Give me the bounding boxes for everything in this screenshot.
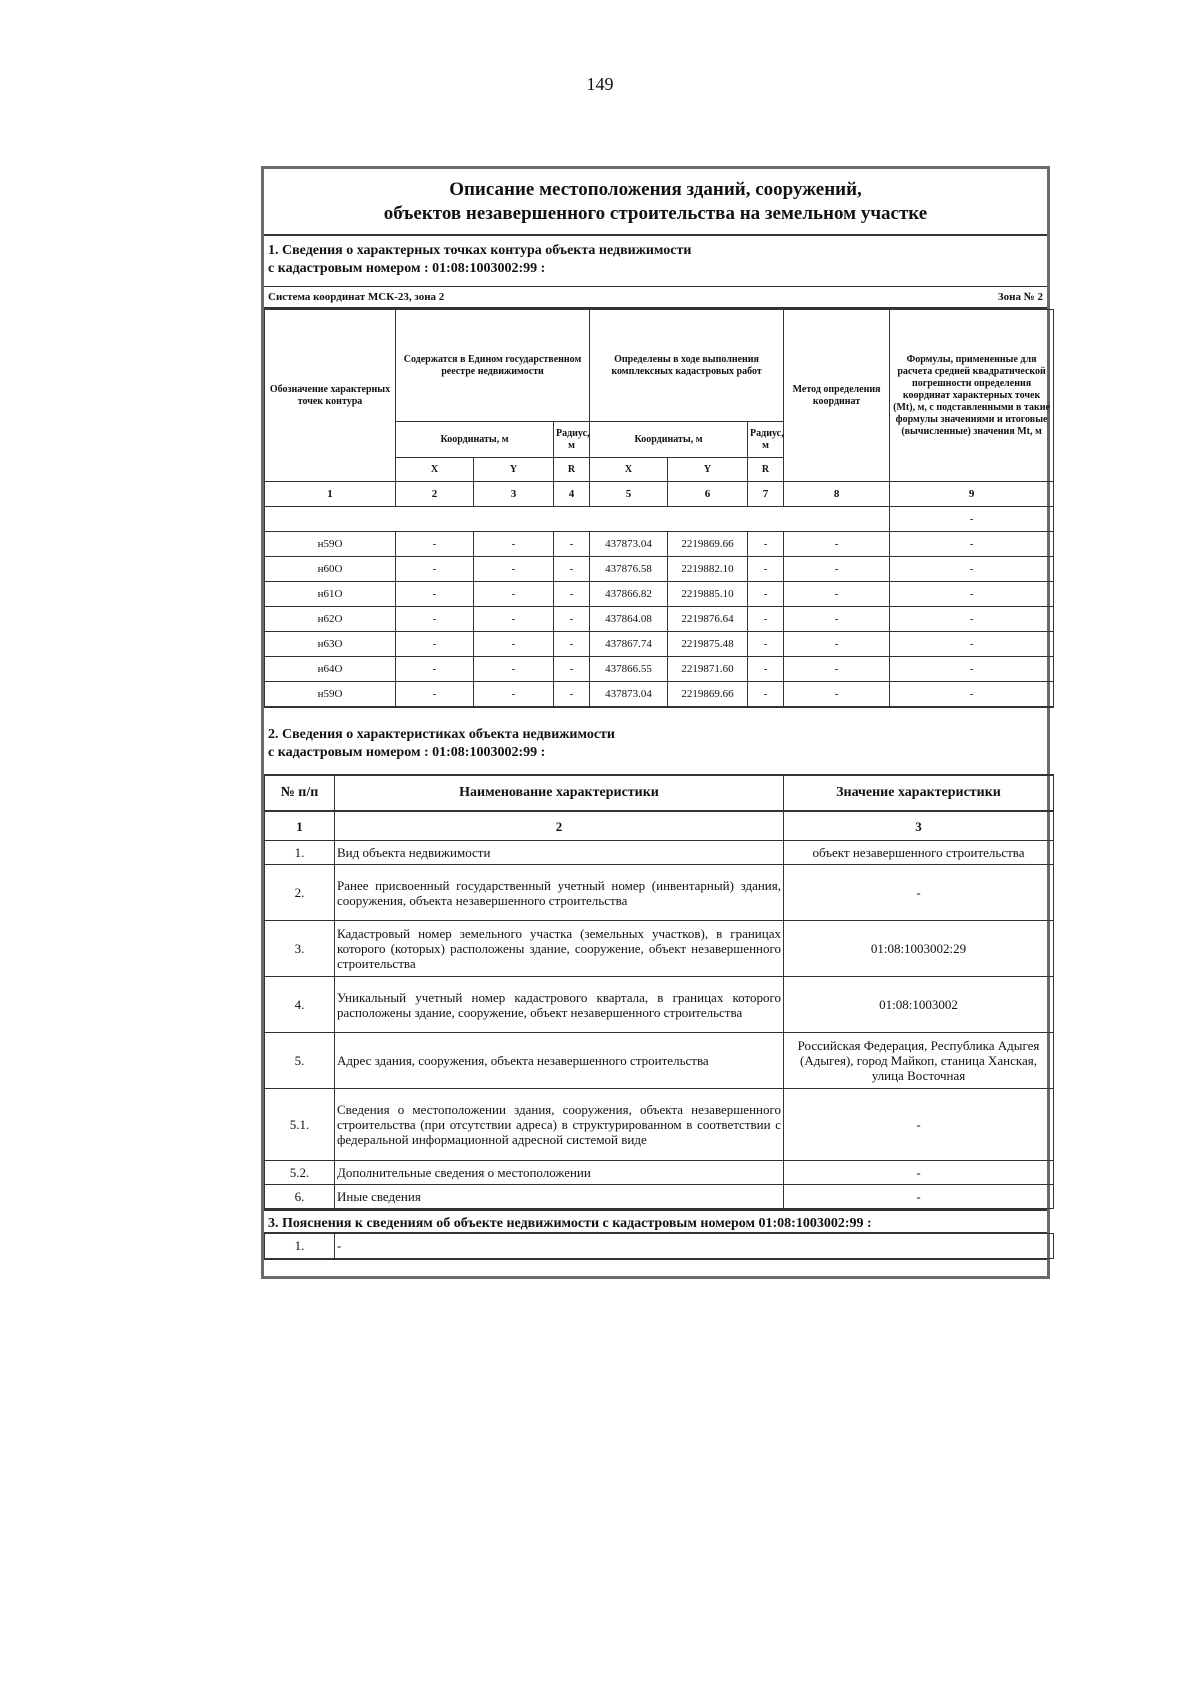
point-cell-formula: - [890,657,1054,682]
point-cell-r1: - [554,632,590,657]
point-cell-point: н61О [265,582,396,607]
point-cell-y1: - [474,657,554,682]
point-cell-point: н64О [265,657,396,682]
point-cell-method: - [784,682,890,708]
point-cell-y2: 2219869.66 [668,682,748,708]
blank-row [265,507,1054,532]
point-cell-y1: - [474,582,554,607]
point-cell-method: - [784,582,890,607]
section2-heading-line2: с кадастровым номером : 01:08:1003002:99 : [268,745,546,760]
header-coords-egrn: Координаты, м [396,422,554,458]
section1-heading [264,236,1047,287]
characteristic-num: 3. [265,921,335,977]
characteristic-name: Дополнительные сведения о местоположении [335,1161,784,1185]
characteristic-name: Адрес здания, сооружения, объекта незавершенного строительства [335,1033,784,1089]
point-cell-formula: - [890,532,1054,557]
col-number: 7 [748,482,784,507]
point-cell-y2: 2219875.48 [668,632,748,657]
point-cell-r1: - [554,532,590,557]
point-cell-formula: - [890,557,1054,582]
header-egrn: Содержатся в Едином государственном реестре недвижимости [396,310,590,422]
explanation-text: - [335,1234,1054,1259]
point-row [265,557,1054,582]
characteristic-row [265,1161,1054,1185]
point-cell-x2: 437867.74 [590,632,668,657]
header-complex-works: Определены в ходе выполнения комплексных кадастровых работ [590,310,784,422]
characteristic-value: объект незавершенного строительства [784,841,1054,865]
coordinate-system-line [264,287,1047,309]
characteristic-row [265,841,1054,865]
section2-heading-line1: 2. Сведения о характеристиках объекта недвижимости [268,727,615,742]
point-cell-x2: 437866.55 [590,657,668,682]
point-cell-point: н62О [265,607,396,632]
col-number: 1 [265,482,396,507]
point-cell-x1: - [396,682,474,708]
col-number: 4 [554,482,590,507]
characteristic-name: Иные сведения [335,1185,784,1209]
characteristic-value: 01:08:1003002:29 [784,921,1054,977]
characteristic-row [265,1033,1054,1089]
characteristic-name: Кадастровый номер земельного участка (земельных участков), в границах которого (которых) расположены здание, сооружение, объект незавершенного строительства [335,921,784,977]
coordinate-system: Система координат МСК-23, зона 2 [268,291,445,303]
characteristic-num: 5. [265,1033,335,1089]
characteristic-row [265,865,1054,921]
point-cell-y2: 2219882.10 [668,557,748,582]
point-cell-y2: 2219869.66 [668,532,748,557]
point-row [265,682,1054,708]
point-cell-method: - [784,607,890,632]
point-row [265,532,1054,557]
blank-row-dash: - [890,507,1054,532]
header-y-complex: Y [668,458,748,482]
point-cell-y2: 2219876.64 [668,607,748,632]
point-cell-r2: - [748,607,784,632]
characteristic-num: 1. [265,841,335,865]
header-number: № п/п [265,775,335,811]
point-cell-r1: - [554,607,590,632]
point-cell-x1: - [396,532,474,557]
characteristic-num: 4. [265,977,335,1033]
col-number: 3 [474,482,554,507]
header-coords-complex: Координаты, м [590,422,748,458]
point-cell-point: н59О [265,532,396,557]
point-cell-x1: - [396,632,474,657]
column-numbers-row [265,482,1054,507]
point-cell-formula: - [890,582,1054,607]
blank-cell [265,507,890,532]
header-r-egrn: R [554,458,590,482]
point-cell-r2: - [748,532,784,557]
header-points: Обозначение характерных точек контура [265,310,396,482]
page-number: 149 [586,74,614,94]
header-radius-egrn: Радиус, м [554,422,590,458]
point-row [265,607,1054,632]
characteristic-value: - [784,1089,1054,1161]
characteristic-name: Ранее присвоенный государственный учетный номер (инвентарный) здания, сооружения, объекта незавершенного строительства [335,865,784,921]
section1-heading-line1: 1. Сведения о характерных точках контура объекта недвижимости [268,243,692,258]
point-row [265,582,1054,607]
point-cell-formula: - [890,632,1054,657]
title-line-1: Описание местоположения зданий, сооружений, [449,179,862,200]
point-cell-point: н60О [265,557,396,582]
header-r-complex: R [748,458,784,482]
point-cell-point: н63О [265,632,396,657]
header-x-egrn: X [396,458,474,482]
header-characteristic-name: Наименование характеристики [335,775,784,811]
explanation-num: 1. [265,1234,335,1259]
point-cell-x2: 437876.58 [590,557,668,582]
point-cell-r2: - [748,682,784,708]
characteristic-row [265,1185,1054,1209]
point-cell-method: - [784,557,890,582]
characteristic-value: - [784,865,1054,921]
point-cell-y2: 2219871.60 [668,657,748,682]
point-cell-y1: - [474,607,554,632]
point-cell-point: н59О [265,682,396,708]
col-number: 5 [590,482,668,507]
point-cell-r2: - [748,632,784,657]
document-form [261,166,1050,1279]
column-numbers-row [265,811,1054,841]
characteristic-num: 6. [265,1185,335,1209]
header-method: Метод определения координат [784,310,890,482]
point-cell-y1: - [474,532,554,557]
col-number: 3 [784,811,1054,841]
col-number: 9 [890,482,1054,507]
zone-label: Зона № 2 [997,291,1043,303]
characteristics-table [264,774,1054,1209]
characteristic-row [265,977,1054,1033]
characteristic-num: 2. [265,865,335,921]
point-cell-r1: - [554,682,590,708]
point-cell-r2: - [748,582,784,607]
characteristic-num: 5.1. [265,1089,335,1161]
explanation-row [265,1234,1054,1259]
header-radius-complex: Радиус, м [748,422,784,458]
characteristic-row [265,921,1054,977]
point-cell-r1: - [554,557,590,582]
point-cell-r2: - [748,657,784,682]
characteristic-value: 01:08:1003002 [784,977,1054,1033]
characteristic-value: - [784,1161,1054,1185]
point-cell-x2: 437873.04 [590,532,668,557]
point-cell-method: - [784,632,890,657]
explanations-table [264,1233,1054,1259]
header-characteristic-value: Значение характеристики [784,775,1054,811]
point-cell-y2: 2219885.10 [668,582,748,607]
point-cell-y1: - [474,682,554,708]
characteristic-value: - [784,1185,1054,1209]
point-cell-y1: - [474,557,554,582]
point-cell-x2: 437873.04 [590,682,668,708]
col-number: 1 [265,811,335,841]
point-cell-method: - [784,532,890,557]
point-row [265,657,1054,682]
col-number: 2 [335,811,784,841]
point-cell-x1: - [396,582,474,607]
characteristic-row [265,1089,1054,1161]
characteristic-num: 5.2. [265,1161,335,1185]
point-cell-x2: 437866.82 [590,582,668,607]
empty-footer-row [264,1259,1047,1276]
point-cell-formula: - [890,607,1054,632]
point-cell-x2: 437864.08 [590,607,668,632]
title-line-2: объектов незавершенного строительства на земельном участке [383,203,928,224]
col-number: 2 [396,482,474,507]
section1-heading-line2: с кадастровым номером : 01:08:1003002:99 : [268,261,546,276]
point-cell-r2: - [748,557,784,582]
point-cell-r1: - [554,582,590,607]
characteristic-name: Сведения о местоположении здания, сооружения, объекта незавершенного строительства (при отсутствии адреса) в структурированном в соответствии с федеральной информационной адресной системой виде [335,1089,784,1161]
header-y-egrn: Y [474,458,554,482]
characteristic-value: Российская Федерация, Республика Адыгея (Адыгея), город Майкоп, станица Ханская, улица Восточная [784,1033,1054,1089]
section3-heading: 3. Пояснения к сведениям об объекте недвижимости с кадастровым номером 01:08:1003002:99 : [264,1209,1047,1233]
header-formula: Формулы, примененные для расчета средней квадратической погрешности определения координат характерных точек (Mt), м, с подставленными в такие формулы значениями и итоговые (вычисленные) значения Mt, м [890,310,1054,482]
col-number: 8 [784,482,890,507]
point-row [265,632,1054,657]
col-number: 6 [668,482,748,507]
document-title [264,169,1047,236]
point-cell-x1: - [396,607,474,632]
characteristic-name: Вид объекта недвижимости [335,841,784,865]
points-table [264,309,1054,708]
header-x-complex: X [590,458,668,482]
point-cell-r1: - [554,657,590,682]
point-cell-method: - [784,657,890,682]
characteristic-name: Уникальный учетный номер кадастрового квартала, в границах которого расположены здание, сооружение, объект незавершенного строительства [335,977,784,1033]
section2-heading [264,708,1047,775]
point-cell-x1: - [396,657,474,682]
point-cell-x1: - [396,557,474,582]
point-cell-y1: - [474,632,554,657]
point-cell-formula: - [890,682,1054,708]
